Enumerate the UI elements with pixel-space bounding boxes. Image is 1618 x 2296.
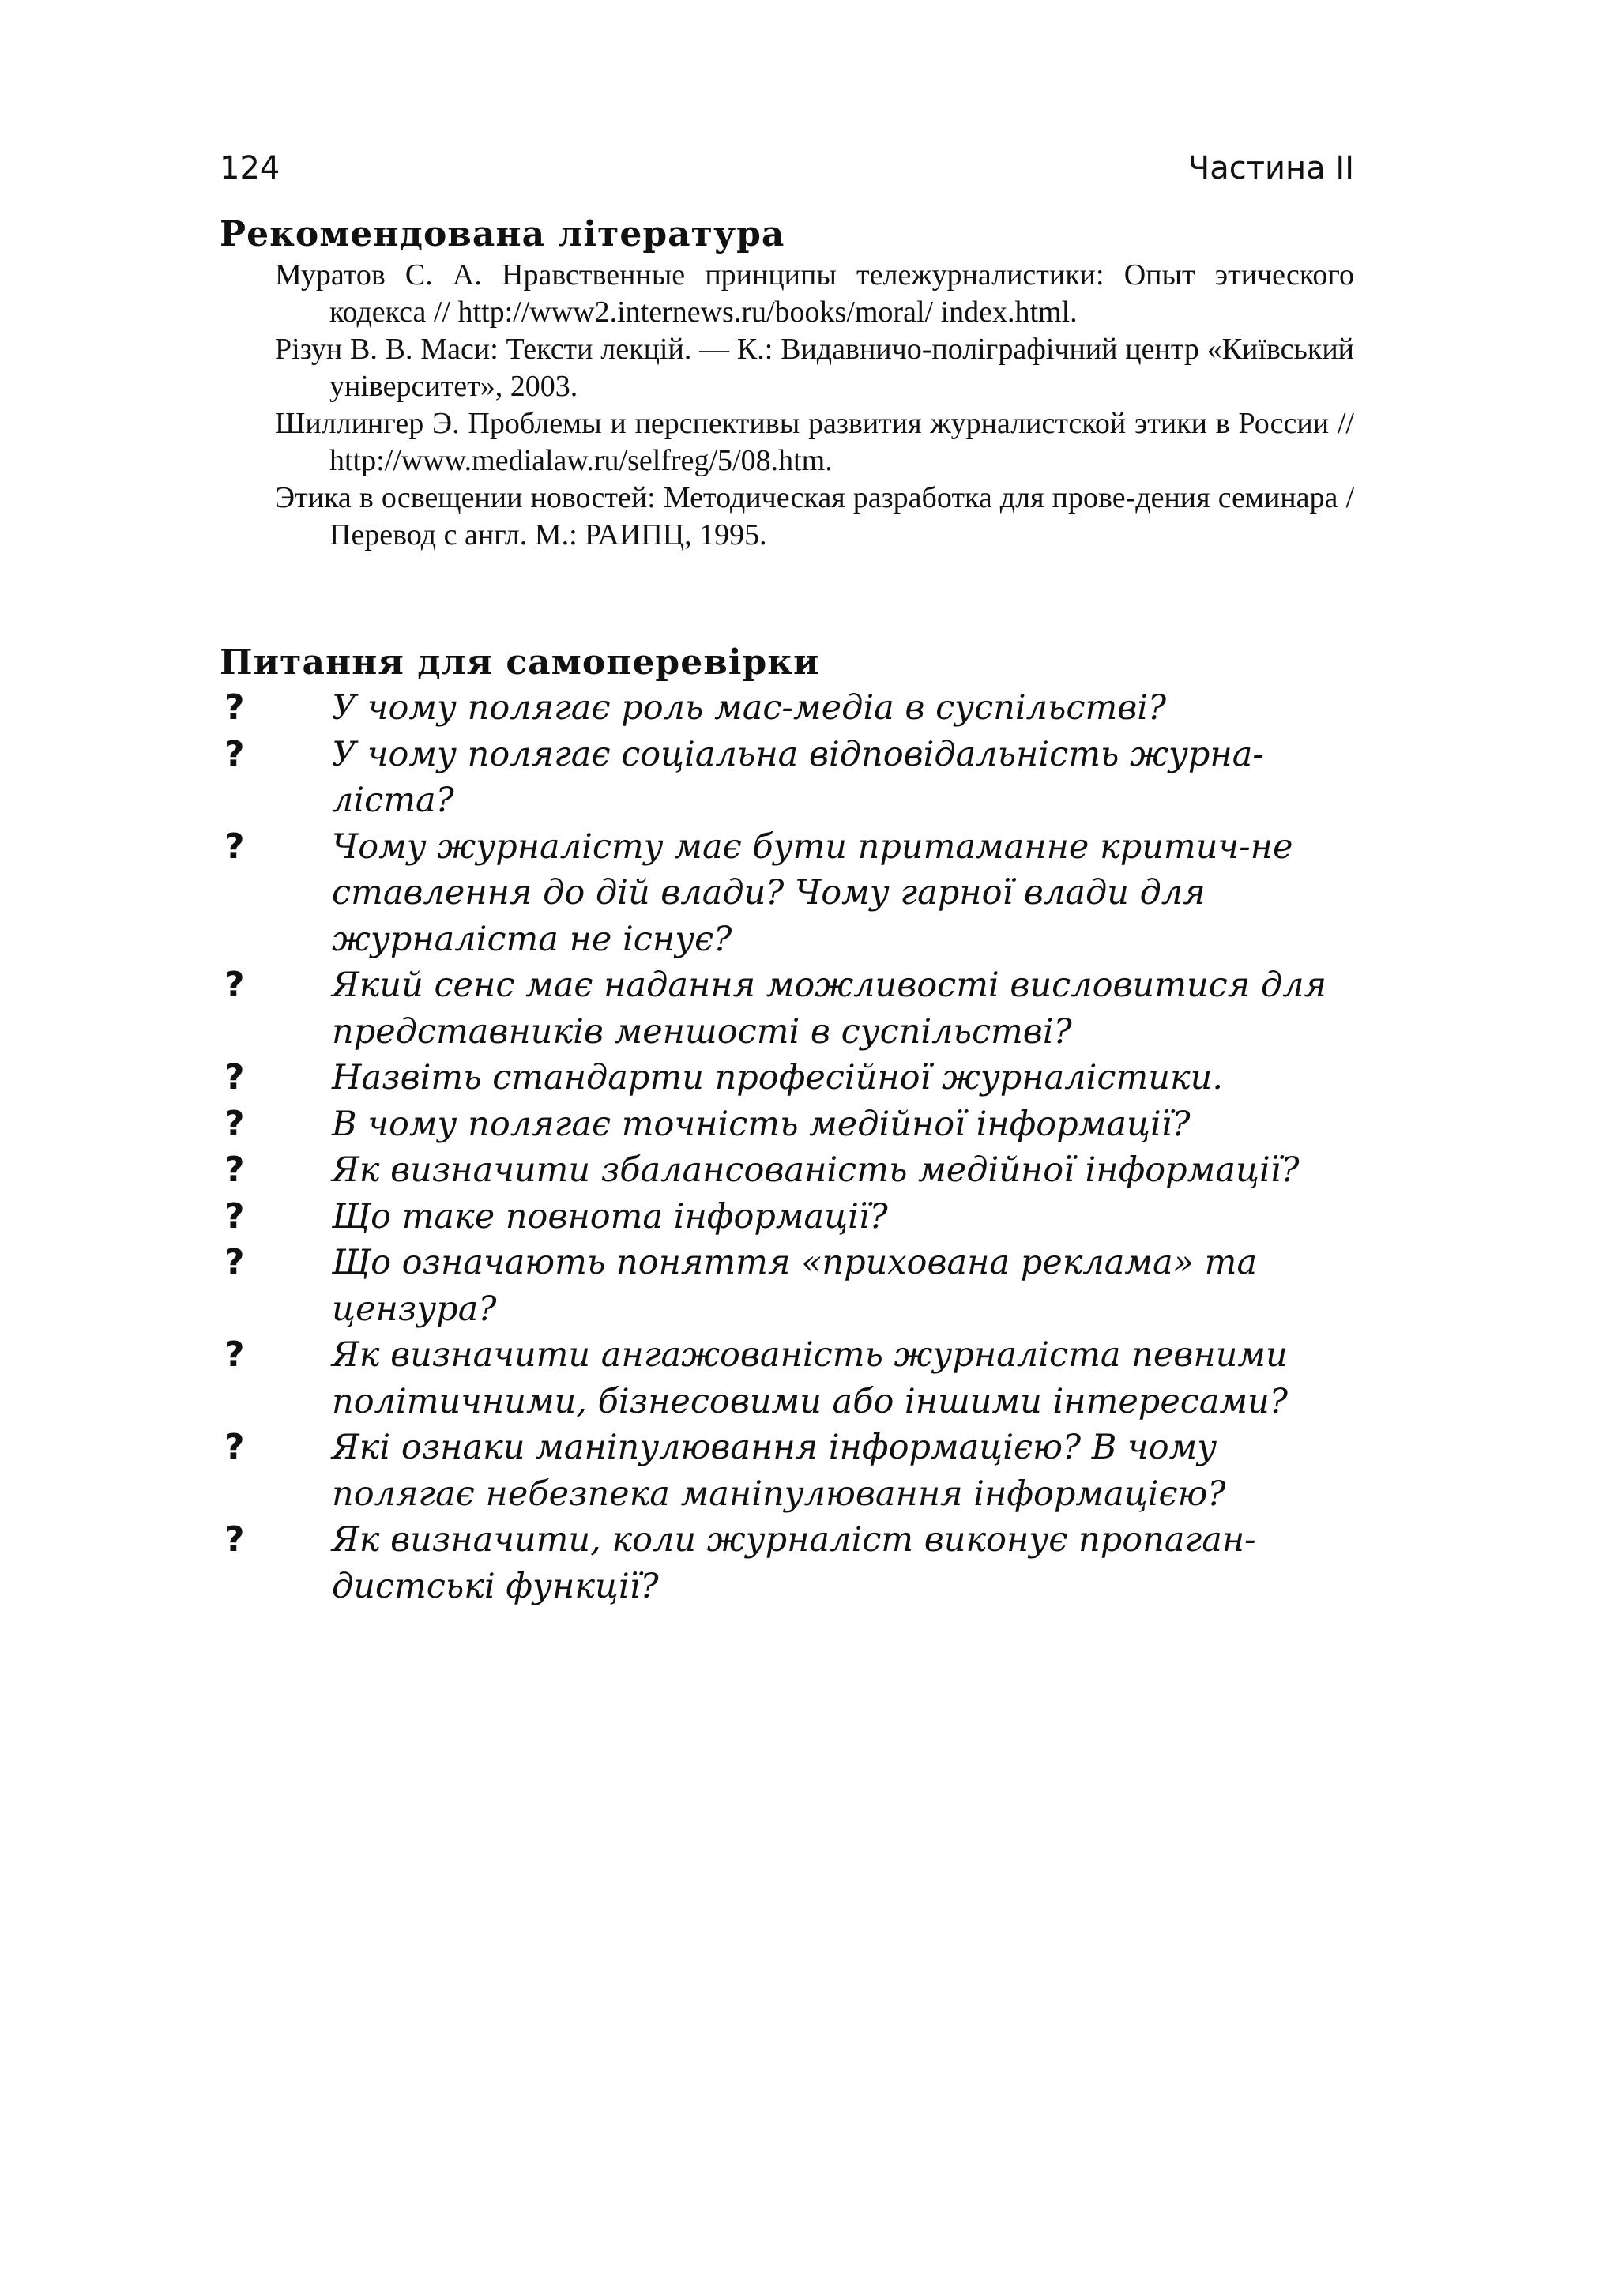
questions-list (220, 685, 1357, 1609)
question-text: Як визначити ангажованість журналіста певними політичними, бізнесовими або іншими інтересами? (332, 1335, 1288, 1421)
question-item (220, 1194, 1357, 1240)
question-item (220, 1240, 1357, 1332)
question-mark-icon: ? (224, 965, 245, 1005)
question-text: Що означають поняття «прихована реклама» та цензура? (332, 1243, 1258, 1329)
question-item (220, 1517, 1357, 1609)
question-item (220, 732, 1357, 824)
questions-heading: Питання для самоперевірки (220, 642, 820, 683)
question-mark-icon: ? (224, 1242, 245, 1282)
question-item (220, 1332, 1357, 1425)
literature-item: Этика в освещении новостей: Методическая разработка для прове-дения семинара / Перевод с англ. М.: РАИПЦ, 1995. (275, 481, 1354, 551)
literature-heading: Рекомендована література (220, 214, 785, 254)
question-text: Що таке повнота інформації? (332, 1196, 888, 1236)
page-number: 124 (220, 150, 280, 186)
running-head: Частина II (1187, 150, 1354, 186)
question-text: Як визначити збалансованість медійної інформації? (332, 1150, 1300, 1190)
question-text: Який сенс має надання можливості висловитися для представників меншості в суспільстві? (332, 965, 1327, 1052)
question-item (220, 1101, 1357, 1148)
literature-list (220, 257, 1354, 554)
question-item (220, 685, 1357, 732)
question-text: У чому полягає роль мас-медіа в суспільстві? (332, 688, 1167, 728)
question-mark-icon: ? (224, 1057, 245, 1097)
question-mark-icon: ? (224, 733, 245, 774)
question-text: В чому полягає точність медійної інформації? (332, 1104, 1191, 1144)
question-item (220, 1055, 1357, 1101)
question-text: Чому журналісту має бути притаманне критич-не ставлення до дій влади? Чому гарної влади для журналіста не існує? (332, 826, 1293, 959)
question-mark-icon: ? (224, 687, 245, 728)
question-text: Які ознаки маніпулювання інформацією? В чому полягає небезпека маніпулювання інформацією? (332, 1428, 1226, 1514)
question-mark-icon: ? (224, 1519, 245, 1560)
literature-item: Муратов С. А. Нравственные принципы тележурналистики: Опыт этического кодекса // http://www2.internews.ru/books/moral/ index.html. (275, 258, 1354, 329)
question-mark-icon: ? (224, 1150, 245, 1190)
question-item (220, 1147, 1357, 1194)
question-mark-icon: ? (224, 1334, 245, 1375)
question-mark-icon: ? (224, 1427, 245, 1467)
question-text: У чому полягає соціальна відповідальність журна-ліста? (332, 734, 1264, 820)
question-mark-icon: ? (224, 1103, 245, 1144)
question-text: Як визначити, коли журналіст виконує пропаган-дистські функції? (332, 1520, 1256, 1606)
question-item (220, 1425, 1357, 1517)
page-header (220, 145, 1354, 192)
question-text: Назвіть стандарти професійної журналістики. (332, 1058, 1223, 1097)
question-mark-icon: ? (224, 826, 245, 867)
question-item (220, 962, 1357, 1055)
question-mark-icon: ? (224, 1195, 245, 1236)
question-item (220, 824, 1357, 963)
literature-item: Шиллингер Э. Проблемы и перспективы развития журналистской этики в России // http://www.medialaw.ru/selfreg/5/08.htm. (275, 407, 1354, 477)
literature-item: Різун В. В. Маси: Тексти лекцій. — К.: Видавничо-поліграфічний центр «Київський університет», 2003. (275, 333, 1354, 403)
